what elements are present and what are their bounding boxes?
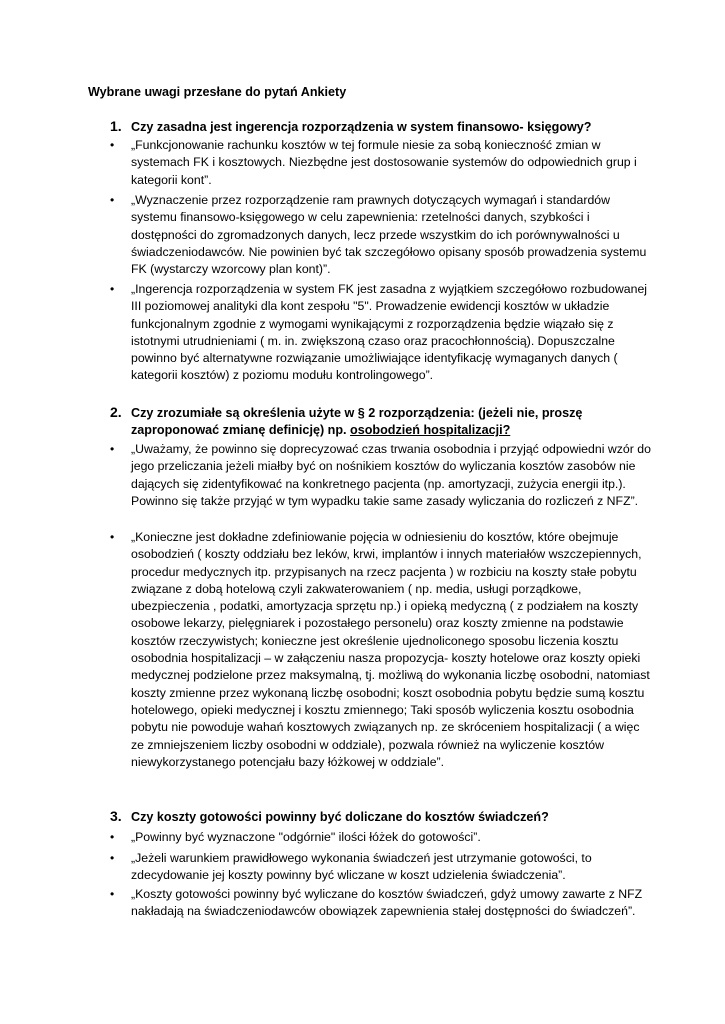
question-3: Czy koszty gotowości powinny być doliczane do kosztów świadczeń? xyxy=(131,810,549,824)
answer-1-3: „Ingerencja rozporządzenia w system FK jest zasadna z wyjątkiem szczegółowo rozbudowanej III poziomowej analityki dla kont zespołu "5". Prowadzenie ewidencji kosztów w układzie funkcjonalnym zgodnie z wymogami wynikającymi z rozporządzenia będzie wiązało się z istotnymi utrudnieniami ( m. in. zwiększoną czaso oraz pracochłonnością). Dopuszczalne powinno być alternatywne rozwiązanie umożliwiające identyfikację wymaganych danych ( kategorii kosztów) z poziomu modułu kontrolingowego”. xyxy=(131,282,648,383)
bullet-3-3: • xyxy=(110,887,115,901)
document-title: Wybrane uwagi przesłane do pytań Ankiety xyxy=(88,85,347,99)
bullet-1-3: • xyxy=(110,282,115,296)
bullet-1-1: • xyxy=(110,138,115,152)
question-2 xyxy=(131,405,651,440)
answer-3-2: „Jeżeli warunkiem prawidłowego wykonania świadczeń jest utrzymanie gotowości, to zdecydowanie jej koszty powinny być wliczane w koszt udzielenia świadczenia”. xyxy=(131,851,592,883)
question-number-3: 3. xyxy=(110,808,122,824)
bullet-2-1: • xyxy=(110,442,115,456)
answer-2-2: „Konieczne jest dokładne zdefiniowanie pojęcia w odniesieniu do kosztów, które obejmuje osobodzień ( koszty oddziału bez leków, krwi, implantów i innych materiałów wszczepiennych, procedur medycznych itp. przypisanych na rzecz pacjenta ) w rozbiciu na koszty stałe pobytu związane z dobą hotelową czyli zakwaterowaniem ( np. media, usługi porządkowe, ubezpieczenia , podatki, amortyzacja sprzętu np.) i opieką medyczną ( z podziałem na koszty osobowe lekarzy, pielęgniarek i pozostałego personelu) oraz koszty zmienne na podstawie kosztów rzeczywistych; konieczne jest określenie ujednoliconego sposobu liczenia kosztu osobodnia hospitalizacji – w załączeniu nasza propozycja- koszty hotelowe oraz koszty opieki medycznej podzielone przez maksymalną, tj. możliwą do wykonania liczbę osobodni, natomiast koszty zmienne przez wykonaną liczbę osobodni; koszt osobodnia pobytu będzie sumą kosztu hotelowego, opieki medycznej i kosztu zmiennego; Taki sposób wyliczenia kosztu osobodnia pobytu nie powoduje wahań kosztowych związanych np. ze skróceniem hospitalizacji ( a więc ze zmniejszeniem liczby osobodni w oddziale), pozwala również na wyliczenie kosztów niewykorzystanego potencjału bazy łóżkowej w oddziale”. xyxy=(131,530,650,769)
answer-3-3: „Koszty gotowości powinny być wyliczane do kosztów świadczeń, gdyż umowy zawarte z NFZ nakładają na świadczeniodawców obowiązek zapewnienia stałej dostępności do świadczeń”. xyxy=(131,887,643,919)
bullet-1-2: • xyxy=(110,193,115,207)
question-2-text: Czy zrozumiałe są określenia użyte w § 2 rozporządzenia: (jeżeli nie, proszę zaproponować zmianę definicję) np. xyxy=(131,406,583,438)
question-number-1: 1. xyxy=(110,118,122,134)
answer-2-1: „Uważamy, że powinno się doprecyzować czas trwania osobodnia i przyjąć odpowiedni wzór do jego przeliczania jeżeli miałby być on nośnikiem kosztów do wyliczania kosztów zasobów nie dających się zidentyfikować na konkretnego pacjenta (np. amortyzacji, zużycia energii itp.). Powinno się także przyjąć w tym wypadku takie same zasady wyliczania do rozliczeń z NFZ”. xyxy=(131,442,651,508)
answer-1-2: „Wyznaczenie przez rozporządzenie ram prawnych dotyczących wymagań i standardów systemu finansowo-księgowego w celu zapewnienia: rzetelności danych, szybkości i dostępności do zgromadzonych danych, lecz przede wszystkim do ich porównywalności u świadczeniodawców. Nie powinien być tak szczegółowo opisany sposób prowadzenia systemu FK (wystarczy wzorcowy plan kont)”. xyxy=(131,193,647,277)
answer-3-1: „Powinny być wyznaczone "odgórnie" ilości łóżek do gotowości”. xyxy=(131,830,481,844)
question-number-2: 2. xyxy=(110,404,122,420)
question-1: Czy zasadna jest ingerencja rozporządzenia w system finansowo- księgowy? xyxy=(131,120,592,134)
bullet-3-2: • xyxy=(110,851,115,865)
question-2-term: osobodzień hospitalizacji? xyxy=(350,423,511,438)
bullet-3-1: • xyxy=(110,830,115,844)
answer-1-1: „Funkcjonowanie rachunku kosztów w tej formule niesie za sobą konieczność zmian w systemach FK i kosztowych. Niezbędne jest dostosowanie systemów do odpowiednich grup i kategorii kont”. xyxy=(131,138,637,187)
bullet-2-2: • xyxy=(110,530,115,544)
